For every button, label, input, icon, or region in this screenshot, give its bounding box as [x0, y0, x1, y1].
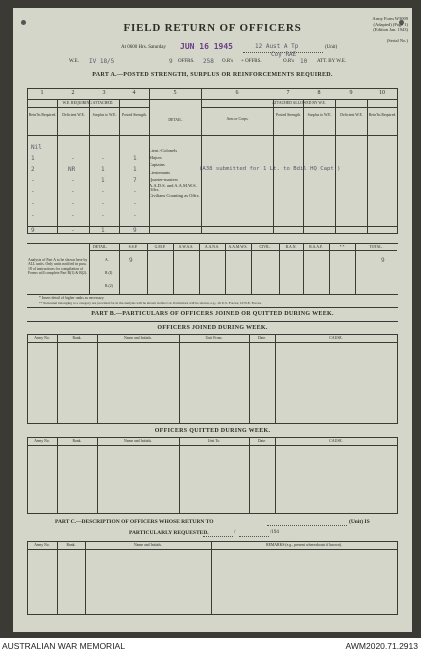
ors-label: O.R's: [222, 59, 234, 64]
analysis-header: G.M.P.: [154, 245, 166, 249]
col-header: Surplus to W.E.: [92, 113, 117, 117]
analysis-header: A.W.A.S.: [178, 245, 194, 249]
col-number: 4: [132, 90, 136, 96]
rule: [27, 233, 398, 234]
part-c-col: Rank.: [66, 543, 76, 547]
we-label: W.E.: [69, 59, 79, 64]
analysis-header: A.A.M.W.S.: [228, 245, 248, 249]
rank-label: Quarter-masters: [149, 176, 178, 182]
typed-cell: -: [101, 200, 105, 207]
col-number: 5: [173, 90, 177, 96]
rule: [89, 99, 90, 233]
rule: [179, 334, 180, 423]
unit-line: [243, 52, 323, 53]
unit-typed: 12 Aust A Tp: [255, 43, 299, 50]
rule: [367, 99, 368, 233]
quitted-col: Army No.: [34, 439, 50, 443]
col-header: Deficient W.E.: [340, 113, 363, 117]
form-number: Army Form W3009: [372, 16, 408, 21]
rule: [275, 437, 276, 513]
rule: [27, 135, 398, 136]
rule: [147, 243, 148, 294]
rule: [89, 243, 90, 294]
rank-label: Majors: [149, 155, 162, 161]
rule: [27, 321, 398, 322]
rule: [97, 437, 98, 513]
attached-group-header: ATTACHED ALLOWED BY W.E.: [272, 101, 326, 105]
unit-typed-2: Coy RAE: [271, 51, 297, 58]
rule: [397, 541, 398, 614]
we-value: IV 18/5: [89, 58, 115, 65]
form-sub2: (Edition Jan. 1943): [373, 27, 408, 32]
rule: [275, 334, 276, 423]
joined-col: Date.: [257, 336, 267, 340]
quitted-col: Date.: [257, 439, 267, 443]
col-number: 8: [317, 90, 321, 96]
total-cell: 1: [101, 227, 105, 234]
col-header: Rein'fts Required.: [368, 113, 397, 117]
rule: [303, 243, 304, 294]
analysis-note: Analysis of Part A to be shown here by ALL units. Only units notified in para. 18 of instructions for compilation of Forms will complete Part B(1) & B(2).: [28, 258, 88, 276]
att-label: ATT. BY W.E.: [317, 59, 347, 64]
part-b-heading: PART B.—PARTICULARS OF OFFICERS JOINED OR QUITTED DURING WEEK.: [91, 311, 334, 317]
rule: [27, 226, 398, 227]
rule: [249, 334, 250, 423]
part-a-heading: PART A.—POSTED STRENGTH, SURPLUS OR REINFORCEMENTS REQUIRED.: [92, 72, 333, 78]
typed-cell: -: [101, 188, 105, 195]
typed-cell: -: [133, 188, 137, 195]
form-sheet: [13, 8, 412, 632]
rank-list: [149, 147, 201, 199]
rule: [27, 334, 398, 335]
footnote: ** Personnel belonging to a category not provided for in the analysis will be shown in this Col. Particulars will be shown, e.g., 10 U.S. Forces; 10 N.E. Forces.: [39, 301, 262, 305]
typed-cell: 1: [31, 155, 35, 162]
form-sub1: (Adapted) (Page 1): [373, 21, 408, 27]
part-c-col: Army No.: [34, 543, 50, 547]
we-group-header: W.E. REQUIRING ATTACHED.: [62, 101, 114, 105]
col-header: DETAIL.: [168, 118, 183, 122]
total-cell: -: [71, 227, 75, 234]
rule: [27, 614, 398, 615]
footnote: * Insert detail of higher ranks as necessary.: [39, 296, 105, 300]
rule: [251, 243, 252, 294]
form-title: FIELD RETURN OF OFFICERS: [123, 22, 302, 34]
ors2-value: 10: [300, 58, 308, 65]
rule: [397, 437, 398, 513]
rank-label: Civilians Counting as Offrs.: [149, 193, 200, 199]
col-number: 3: [102, 90, 106, 96]
quitted-col: Rank.: [72, 439, 82, 443]
analysis-total-value: 9: [381, 257, 385, 264]
total-cell: 9: [31, 227, 35, 234]
joined-col: Army No.: [34, 336, 50, 340]
typed-cell: -: [71, 177, 75, 184]
typed-cell: -: [31, 212, 35, 219]
analysis-row-label: R.(I): [105, 271, 113, 275]
col-header: Arm or Corps.: [226, 117, 249, 121]
rule: [27, 423, 398, 424]
analysis-row-label: A.: [105, 258, 109, 262]
analysis-row-label: R.(2): [105, 284, 113, 288]
quitted-col: Name and Initials.: [124, 439, 152, 443]
plus-offrs-label: + OFFRS.: [241, 59, 262, 64]
rank-label: Lieut.-Colonels: [149, 148, 178, 153]
serial-label: (Serial No.): [386, 37, 408, 43]
rank-label: A.A.D.S. and A.A.M.W.S. Offrs.: [149, 183, 197, 193]
col-number: 2: [71, 90, 75, 96]
unit-label: (Unit): [325, 45, 338, 50]
typed-cell: -: [133, 212, 137, 219]
typed-cell: 1: [133, 155, 137, 162]
typed-cell: -: [101, 155, 105, 162]
col-number: 1: [40, 90, 44, 96]
date-line: [239, 536, 269, 537]
rule: [279, 243, 280, 294]
joined-heading: OFFICERS JOINED DURING WEEK.: [157, 325, 268, 331]
rule: [355, 243, 356, 294]
rank-label: Lieutenants: [149, 169, 170, 175]
typed-cell: -: [71, 155, 75, 162]
rank-label: Captains: [149, 162, 165, 168]
typed-cell: -: [133, 200, 137, 207]
rule: [27, 437, 398, 438]
typed-cell: 1: [133, 166, 137, 173]
rule: [27, 107, 149, 108]
col-header: Posted Strength.: [276, 113, 301, 117]
col-header: Deficient W.E.: [62, 113, 85, 117]
rule: [89, 250, 397, 251]
typed-cell: Nil: [31, 144, 42, 151]
part-c-col: REMARKS (e.g., present whereabouts if known).: [266, 543, 342, 547]
rule: [179, 437, 180, 513]
quitted-col: CAUSE.: [329, 439, 343, 443]
analysis-ssp-value: 9: [129, 257, 133, 264]
offrs-value: 9: [169, 58, 173, 65]
rule: [173, 243, 174, 294]
typed-cell: NR: [68, 166, 76, 173]
analysis-header: S.S.P.: [128, 245, 138, 249]
analysis-header: R.A.N.: [285, 245, 297, 249]
rule: [27, 445, 398, 446]
rule: [27, 243, 398, 244]
typed-cell: -: [31, 188, 35, 195]
part-c-unit: (Unit) IS: [349, 519, 370, 525]
joined-col: Rank.: [72, 336, 82, 340]
part-c-heading: PART C.—DESCRIPTION OF OFFICERS WHOSE RETURN TO: [55, 519, 214, 525]
footer-accession: AWM2020.71.2913: [345, 641, 418, 651]
analysis-header: CIVIL.: [259, 245, 271, 249]
analysis-detail-label: DETAIL.: [93, 245, 108, 249]
typed-cell: 7: [133, 177, 137, 184]
analysis-header: TOTAL.: [369, 245, 383, 249]
rule: [199, 243, 200, 294]
typed-cell: -: [101, 212, 105, 219]
attached-note: (A38 submitted for 1 Lt. to Bdil HQ Capt.): [199, 166, 341, 172]
ors2-label: O.R's: [283, 59, 295, 64]
rule: [27, 294, 398, 295]
typed-cell: 2: [31, 166, 35, 173]
rule: [119, 243, 120, 294]
joined-col: Name and Initials.: [124, 336, 152, 340]
rule: [27, 541, 398, 542]
rule: [27, 307, 398, 308]
rule: [57, 541, 58, 614]
rule: [397, 334, 398, 423]
joined-col: Unit From.: [205, 336, 223, 340]
rule: [201, 88, 202, 233]
rule: [57, 334, 58, 423]
rule: [201, 107, 398, 108]
quitted-heading: OFFICERS QUITTED DURING WEEK.: [154, 428, 271, 434]
rule: [27, 342, 398, 343]
rule: [27, 437, 28, 513]
analysis-header: R.A.A.F.: [309, 245, 323, 249]
col-number: 7: [286, 90, 290, 96]
rule: [57, 99, 58, 233]
date-line: [203, 536, 233, 537]
year-label: /194: [270, 530, 279, 535]
col-number: 10: [379, 90, 385, 96]
typed-cell: -: [71, 200, 75, 207]
joined-col: CAUSE.: [329, 336, 343, 340]
rule: [225, 243, 226, 294]
typed-cell: -: [71, 212, 75, 219]
rule: [119, 99, 120, 233]
offrs-label: OFFRS.: [178, 59, 195, 64]
analysis-header: * *: [339, 245, 345, 249]
rule: [397, 88, 398, 233]
rule: [27, 99, 398, 100]
analysis-header: A.A.N.S.: [204, 245, 220, 249]
rule: [27, 88, 398, 89]
rule: [249, 437, 250, 513]
col-header: Posted Strength.: [122, 113, 147, 117]
total-cell: 9: [133, 227, 137, 234]
rule: [27, 549, 398, 550]
col-number: 6: [235, 90, 239, 96]
typed-cell: -: [71, 188, 75, 195]
at-label: At 0600 Hrs. Saturday: [121, 45, 166, 50]
typed-cell: 1: [101, 166, 105, 173]
rule: [85, 541, 86, 614]
ors-value: 258: [203, 58, 214, 65]
rule: [97, 334, 98, 423]
typed-cell: -: [31, 200, 35, 207]
rule: [329, 243, 330, 294]
col-number: 9: [349, 90, 353, 96]
date-stamp: JUN 16 1945: [180, 42, 233, 51]
part-c-col: Name and Initials.: [134, 543, 162, 547]
rule: [27, 334, 28, 423]
typed-cell: 1: [101, 177, 105, 184]
rule: [27, 541, 28, 614]
quitted-col: Unit To.: [207, 439, 221, 443]
typed-cell: -: [31, 177, 35, 184]
unit-line: [267, 525, 347, 526]
rule: [211, 541, 212, 614]
rule: [27, 88, 28, 233]
col-header: Surplus to W.E.: [307, 113, 332, 117]
col-header: Rein'fts Required.: [28, 113, 57, 117]
part-c-heading-b: PARTICULARLY REQUESTED.: [129, 530, 209, 536]
footer-source: AUSTRALIAN WAR MEMORIAL: [2, 641, 125, 651]
rule: [27, 513, 398, 514]
rule: [57, 437, 58, 513]
date-sep: /: [234, 530, 236, 535]
